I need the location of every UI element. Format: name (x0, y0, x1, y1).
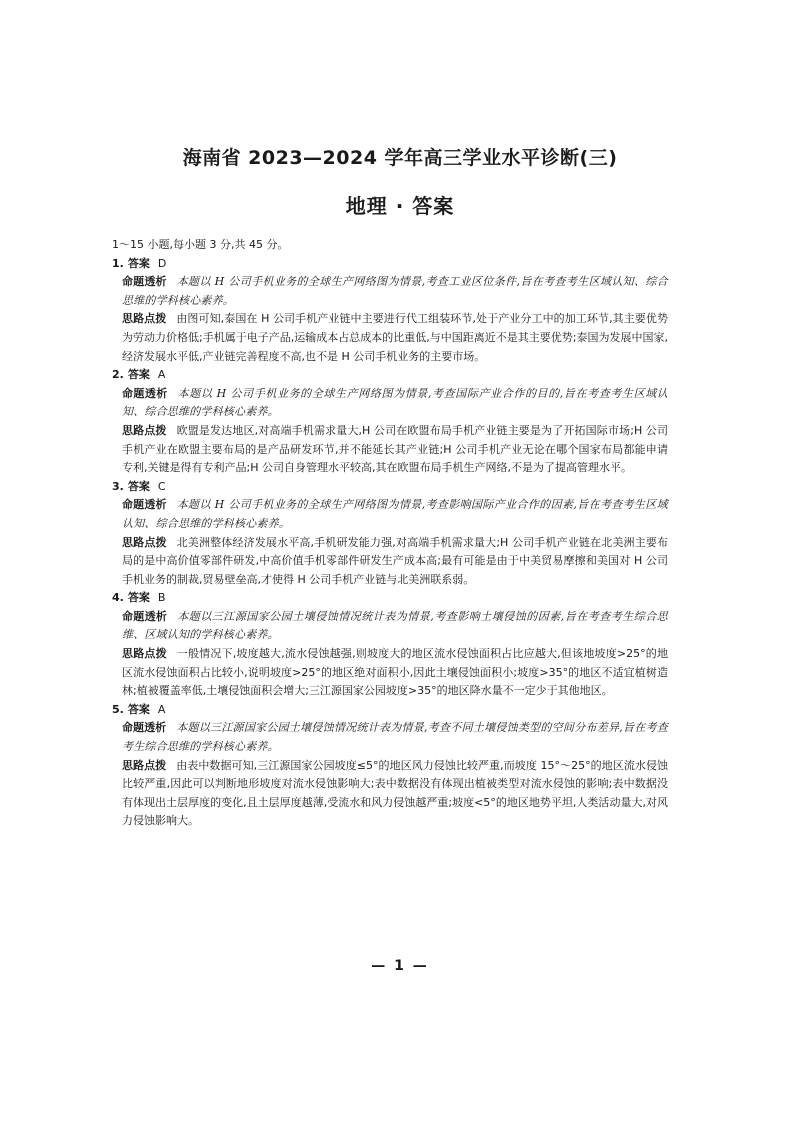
answer-heading (112, 478, 668, 497)
mingti-paragraph (112, 608, 668, 645)
mingti-text: 本题以三江源国家公园土壤侵蚀情况统计表为情景,考查不同土壤侵蚀类型的空间分布差异,旨在考查考生综合思维的学科核心素养。 (122, 721, 668, 754)
answer-heading (112, 589, 668, 608)
answer-number: 4. (112, 591, 124, 605)
page-number: — 1 — (371, 958, 429, 974)
answer-item-2 (112, 366, 668, 478)
silu-tag: 思路点拨 (122, 312, 167, 326)
mingti-tag: 命题透析 (122, 386, 168, 400)
answer-number: 3. (112, 479, 124, 493)
answer-heading (112, 366, 668, 385)
answer-value: D (157, 256, 167, 270)
silu-text: 欧盟是发达地区,对高端手机需求量大,H 公司在欧盟布局手机产业链主要是为了开拓国际市场;H 公司手机产业在欧盟主要布局的是产品研发环节,并不能延长其产业链;H 公司手机产业无论在哪个国家布局都能申请专利,关键是得有专利产品;H 公司自身管理水平较高,其在欧盟布局手机生产网络,不是为了提高管理水平。 (122, 423, 669, 475)
answer-item-1 (112, 255, 668, 367)
silu-paragraph (112, 310, 668, 366)
silu-text: 北美洲整体经济发展水平高,手机研发能力强,对高端手机需求量大;H 公司手机产业链在北美洲主要布局的是中高价值零部件研发,中高价值手机零部件研发生产成本高;最有可能是由于中美贸易摩擦和美国对 H 公司手机业务的制裁,贸易壁垒高,才使得 H 公司手机产业链与北美洲联系弱。 (122, 535, 669, 586)
answer-content (112, 236, 668, 831)
silu-paragraph (112, 534, 668, 590)
answer-item-4 (112, 589, 668, 701)
document-title: 海南省 2023—2024 学年高三学业水平诊断(三) (182, 147, 618, 169)
answer-value: C (157, 479, 166, 493)
mingti-text: 本题以 H 公司手机业务的全球生产网络图为情景,考查国际产业合作的目的,旨在考查考生区域认知、综合思维的学科核心素养。 (122, 386, 669, 419)
answer-label: 答案 (127, 368, 150, 382)
silu-text: 由图可知,泰国在 H 公司手机产业链中主要进行代工组装环节,处于产业分工中的加工环节,其主要优势为劳动力价格低;手机属于电子产品,运输成本占总成本的比重低,与中国距离近不是其主要优势;泰国为发展中国家,经济发展水平低,产业链完善程度不高,也不是 H 公司手机业务的主要市场。 (122, 312, 668, 363)
mingti-text: 本题以三江源国家公园土壤侵蚀情况统计表为情景,考查影响土壤侵蚀的因素,旨在考查考生综合思维、区域认知的学科核心素养。 (122, 609, 669, 642)
answer-number: 2. (112, 368, 124, 382)
silu-tag: 思路点拨 (122, 423, 167, 437)
mingti-text: 本题以 H 公司手机业务的全球生产网络图为情景,考查影响国际产业合作的因素,旨在考查考生区域认知、综合思维的学科核心素养。 (122, 498, 668, 530)
mingti-paragraph (112, 496, 668, 533)
silu-paragraph (112, 645, 668, 701)
scoring-intro: 1～15 小题,每小题 3 分,共 45 分。 (112, 238, 289, 251)
answer-number: 5. (112, 702, 124, 716)
mingti-paragraph (112, 385, 668, 422)
answer-item-3 (112, 478, 668, 590)
answer-label: 答案 (127, 256, 150, 270)
mingti-tag: 命题透析 (122, 721, 167, 735)
mingti-paragraph (112, 719, 668, 756)
silu-text: 一般情况下,坡度越大,流水侵蚀越强,则坡度大的地区流水侵蚀面积占比应越大,但该地坡度>25°的地区流水侵蚀面积占比较小,说明坡度>25°的地区绝对面积小,因此土壤侵蚀面积小;坡度>35°的地区不适宜植树造林;植被覆盖率低,土壤侵蚀面积会增大;三江源国家公园坡度>35°的地区降水量不一定少于其他地区。 (122, 647, 669, 698)
mingti-tag: 命题透析 (122, 275, 167, 289)
silu-tag: 思路点拨 (122, 535, 167, 549)
answer-label: 答案 (127, 702, 150, 716)
mingti-text: 本题以 H 公司手机业务的全球生产网络图为情景,考查工业区位条件,旨在考查考生区域认知、综合思维的学科核心素养。 (122, 275, 668, 307)
silu-paragraph (112, 757, 668, 831)
answer-heading (112, 255, 668, 274)
mingti-tag: 命题透析 (122, 498, 167, 512)
answer-item-5 (112, 701, 668, 831)
mingti-paragraph (112, 273, 668, 310)
answer-value: A (157, 368, 166, 382)
answer-label: 答案 (127, 591, 150, 605)
silu-tag: 思路点拨 (122, 647, 167, 661)
silu-text: 由表中数据可知,三江源国家公园坡度≤5°的地区风力侵蚀比较严重,而坡度 15°～25°的地区流水侵蚀比较严重,因此可以判断地形坡度对流水侵蚀影响大;表中数据没有体现出植被类型对流水侵蚀的影响;表中数据没有体现出土层厚度的变化,且土层厚度越薄,受流水和风力侵蚀越严重;坡度<5°的地区地势平坦,人类活动量大,对风力侵蚀影响大。 (122, 758, 669, 828)
answer-value: A (157, 702, 166, 716)
mingti-tag: 命题透析 (122, 609, 168, 623)
answer-number: 1. (112, 256, 124, 270)
document-subtitle: 地理 · 答案 (345, 194, 455, 218)
answer-heading (112, 701, 668, 720)
answer-label: 答案 (127, 479, 150, 493)
silu-tag: 思路点拨 (122, 758, 167, 772)
answer-value: B (157, 591, 166, 605)
silu-paragraph (112, 422, 668, 478)
